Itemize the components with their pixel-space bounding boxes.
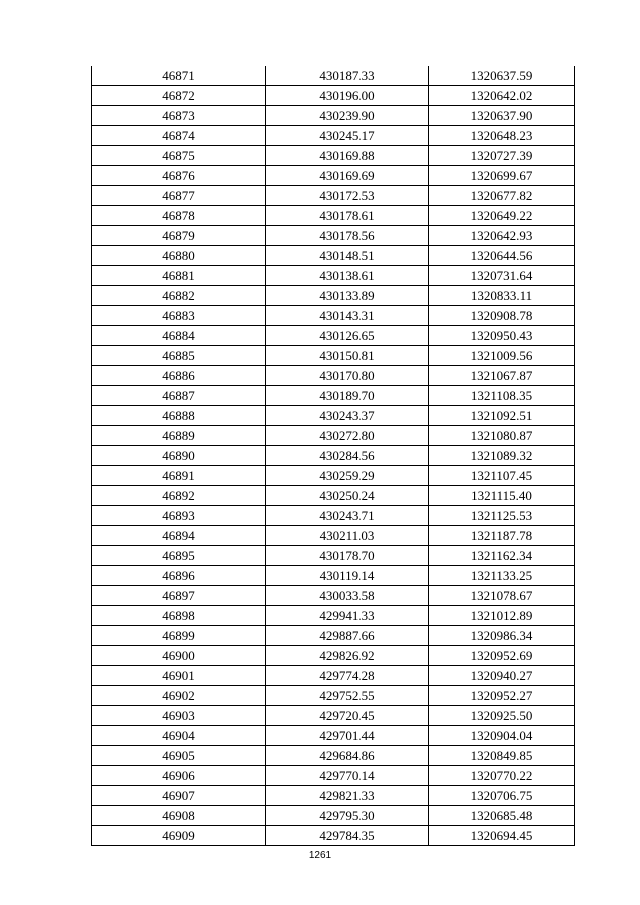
x-coordinate-cell: 430178.70: [266, 546, 429, 566]
table-row: [92, 806, 575, 826]
point-id-cell: 46875: [92, 146, 266, 166]
y-coordinate-cell: 1321115.40: [429, 486, 575, 506]
y-coordinate-cell: 1321067.87: [429, 366, 575, 386]
table-row: [92, 126, 575, 146]
table-row: [92, 446, 575, 466]
point-id-cell: 46891: [92, 466, 266, 486]
point-id-cell: 46897: [92, 586, 266, 606]
y-coordinate-cell: 1320986.34: [429, 626, 575, 646]
table-row: [92, 406, 575, 426]
table-row: [92, 166, 575, 186]
point-id-cell: 46886: [92, 366, 266, 386]
point-id-cell: 46874: [92, 126, 266, 146]
point-id-cell: 46900: [92, 646, 266, 666]
y-coordinate-cell: 1320731.64: [429, 266, 575, 286]
y-coordinate-cell: 1320637.59: [429, 66, 575, 86]
x-coordinate-cell: 430143.31: [266, 306, 429, 326]
table-row: [92, 486, 575, 506]
x-coordinate-cell: 430150.81: [266, 346, 429, 366]
table-row: [92, 66, 575, 86]
point-id-cell: 46905: [92, 746, 266, 766]
x-coordinate-cell: 430148.51: [266, 246, 429, 266]
table-row: [92, 666, 575, 686]
table-row: [92, 346, 575, 366]
y-coordinate-cell: 1320706.75: [429, 786, 575, 806]
x-coordinate-cell: 430178.61: [266, 206, 429, 226]
x-coordinate-cell: 430169.88: [266, 146, 429, 166]
y-coordinate-cell: 1321187.78: [429, 526, 575, 546]
y-coordinate-cell: 1321009.56: [429, 346, 575, 366]
point-id-cell: 46909: [92, 826, 266, 846]
x-coordinate-cell: 429826.92: [266, 646, 429, 666]
point-id-cell: 46871: [92, 66, 266, 86]
table-row: [92, 386, 575, 406]
x-coordinate-cell: 430211.03: [266, 526, 429, 546]
point-id-cell: 46878: [92, 206, 266, 226]
x-coordinate-cell: 430196.00: [266, 86, 429, 106]
point-id-cell: 46907: [92, 786, 266, 806]
table-row: [92, 626, 575, 646]
point-id-cell: 46887: [92, 386, 266, 406]
table-row: [92, 326, 575, 346]
table-row: [92, 726, 575, 746]
y-coordinate-cell: 1321089.32: [429, 446, 575, 466]
table-row: [92, 246, 575, 266]
table-row: [92, 226, 575, 246]
table-row: [92, 106, 575, 126]
point-id-cell: 46893: [92, 506, 266, 526]
y-coordinate-cell: 1320770.22: [429, 766, 575, 786]
x-coordinate-cell: 430170.80: [266, 366, 429, 386]
x-coordinate-cell: 430284.56: [266, 446, 429, 466]
table-row: [92, 86, 575, 106]
table-row: [92, 466, 575, 486]
point-id-cell: 46877: [92, 186, 266, 206]
point-id-cell: 46894: [92, 526, 266, 546]
y-coordinate-cell: 1321092.51: [429, 406, 575, 426]
point-id-cell: 46898: [92, 606, 266, 626]
table-row: [92, 526, 575, 546]
table-row: [92, 606, 575, 626]
x-coordinate-cell: 429795.30: [266, 806, 429, 826]
x-coordinate-cell: 430250.24: [266, 486, 429, 506]
x-coordinate-cell: 430133.89: [266, 286, 429, 306]
x-coordinate-cell: 430189.70: [266, 386, 429, 406]
point-id-cell: 46903: [92, 706, 266, 726]
x-coordinate-cell: 429941.33: [266, 606, 429, 626]
y-coordinate-cell: 1321133.25: [429, 566, 575, 586]
table-row: [92, 586, 575, 606]
x-coordinate-cell: 429821.33: [266, 786, 429, 806]
table-row: [92, 766, 575, 786]
y-coordinate-cell: 1321125.53: [429, 506, 575, 526]
x-coordinate-cell: 429701.44: [266, 726, 429, 746]
x-coordinate-cell: 429887.66: [266, 626, 429, 646]
x-coordinate-cell: 430033.58: [266, 586, 429, 606]
point-id-cell: 46882: [92, 286, 266, 306]
y-coordinate-cell: 1320699.67: [429, 166, 575, 186]
y-coordinate-cell: 1320950.43: [429, 326, 575, 346]
table-row: [92, 566, 575, 586]
x-coordinate-cell: 430245.17: [266, 126, 429, 146]
y-coordinate-cell: 1320644.56: [429, 246, 575, 266]
x-coordinate-cell: 430172.53: [266, 186, 429, 206]
x-coordinate-cell: 430243.71: [266, 506, 429, 526]
table-row: [92, 186, 575, 206]
x-coordinate-cell: 430178.56: [266, 226, 429, 246]
point-id-cell: 46881: [92, 266, 266, 286]
y-coordinate-cell: 1320642.02: [429, 86, 575, 106]
x-coordinate-cell: 429770.14: [266, 766, 429, 786]
y-coordinate-cell: 1320940.27: [429, 666, 575, 686]
y-coordinate-cell: 1321107.45: [429, 466, 575, 486]
x-coordinate-cell: 429752.55: [266, 686, 429, 706]
point-id-cell: 46908: [92, 806, 266, 826]
x-coordinate-cell: 429784.35: [266, 826, 429, 846]
point-id-cell: 46899: [92, 626, 266, 646]
point-id-cell: 46872: [92, 86, 266, 106]
table-row: [92, 646, 575, 666]
table-row: [92, 746, 575, 766]
point-id-cell: 46901: [92, 666, 266, 686]
table-row: [92, 686, 575, 706]
x-coordinate-cell: 430243.37: [266, 406, 429, 426]
y-coordinate-cell: 1321108.35: [429, 386, 575, 406]
point-id-cell: 46885: [92, 346, 266, 366]
point-id-cell: 46906: [92, 766, 266, 786]
x-coordinate-cell: 429720.45: [266, 706, 429, 726]
y-coordinate-cell: 1320849.85: [429, 746, 575, 766]
table-row: [92, 826, 575, 846]
x-coordinate-cell: 430239.90: [266, 106, 429, 126]
x-coordinate-cell: 430187.33: [266, 66, 429, 86]
point-id-cell: 46883: [92, 306, 266, 326]
table-row: [92, 706, 575, 726]
table-row: [92, 146, 575, 166]
y-coordinate-cell: 1320952.69: [429, 646, 575, 666]
y-coordinate-cell: 1320908.78: [429, 306, 575, 326]
y-coordinate-cell: 1320727.39: [429, 146, 575, 166]
y-coordinate-cell: 1320648.23: [429, 126, 575, 146]
point-id-cell: 46884: [92, 326, 266, 346]
y-coordinate-cell: 1320833.11: [429, 286, 575, 306]
table-row: [92, 366, 575, 386]
point-id-cell: 46890: [92, 446, 266, 466]
x-coordinate-cell: 430169.69: [266, 166, 429, 186]
point-id-cell: 46902: [92, 686, 266, 706]
table-row: [92, 306, 575, 326]
point-id-cell: 46892: [92, 486, 266, 506]
y-coordinate-cell: 1320694.45: [429, 826, 575, 846]
point-id-cell: 46876: [92, 166, 266, 186]
y-coordinate-cell: 1321012.89: [429, 606, 575, 626]
x-coordinate-cell: 430259.29: [266, 466, 429, 486]
point-id-cell: 46880: [92, 246, 266, 266]
y-coordinate-cell: 1320925.50: [429, 706, 575, 726]
y-coordinate-cell: 1321078.67: [429, 586, 575, 606]
x-coordinate-cell: 430272.80: [266, 426, 429, 446]
y-coordinate-cell: 1320642.93: [429, 226, 575, 246]
table-row: [92, 546, 575, 566]
y-coordinate-cell: 1320685.48: [429, 806, 575, 826]
point-id-cell: 46888: [92, 406, 266, 426]
x-coordinate-cell: 429684.86: [266, 746, 429, 766]
point-id-cell: 46879: [92, 226, 266, 246]
y-coordinate-cell: 1320677.82: [429, 186, 575, 206]
page-number: 1261: [308, 850, 332, 861]
table-row: [92, 266, 575, 286]
point-id-cell: 46889: [92, 426, 266, 446]
table-row: [92, 286, 575, 306]
table-row: [92, 786, 575, 806]
point-id-cell: 46904: [92, 726, 266, 746]
x-coordinate-cell: 430126.65: [266, 326, 429, 346]
coordinate-table-body: [92, 66, 575, 846]
x-coordinate-cell: 429774.28: [266, 666, 429, 686]
y-coordinate-cell: 1321080.87: [429, 426, 575, 446]
y-coordinate-cell: 1320952.27: [429, 686, 575, 706]
y-coordinate-cell: 1320904.04: [429, 726, 575, 746]
x-coordinate-cell: 430119.14: [266, 566, 429, 586]
y-coordinate-cell: 1321162.34: [429, 546, 575, 566]
table-row: [92, 206, 575, 226]
x-coordinate-cell: 430138.61: [266, 266, 429, 286]
y-coordinate-cell: 1320637.90: [429, 106, 575, 126]
point-id-cell: 46896: [92, 566, 266, 586]
point-id-cell: 46895: [92, 546, 266, 566]
coordinate-table: [91, 66, 575, 846]
y-coordinate-cell: 1320649.22: [429, 206, 575, 226]
table-row: [92, 426, 575, 446]
table-row: [92, 506, 575, 526]
point-id-cell: 46873: [92, 106, 266, 126]
